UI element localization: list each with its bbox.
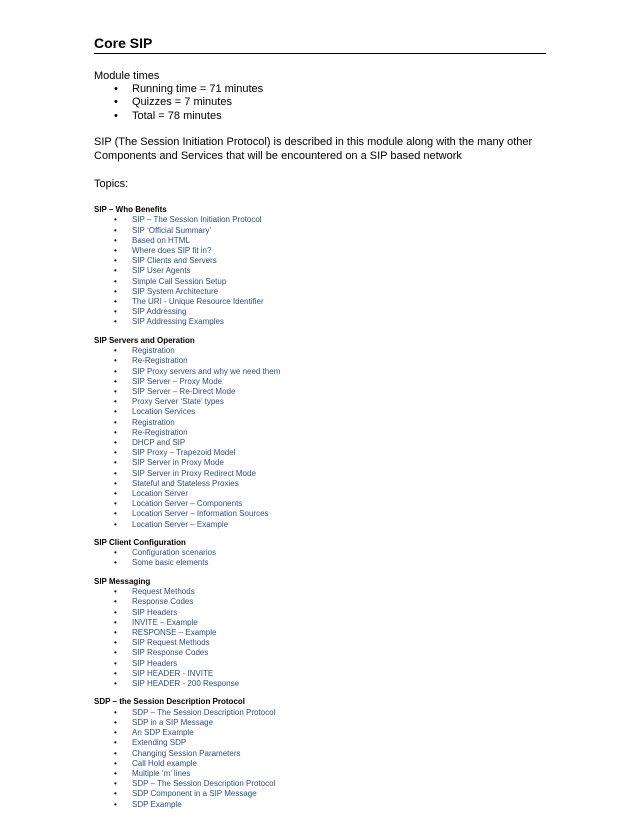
- topic-item: • SDP – The Session Description Protocol: [94, 779, 546, 789]
- topic-item: • Re-Registration: [94, 428, 546, 438]
- topic-item: • SIP Clients and Servers: [94, 256, 546, 266]
- topic-item: • Changing Session Parameters: [94, 749, 546, 759]
- topic-section: [94, 205, 546, 328]
- topic-item: • SDP Component in a SIP Message: [94, 789, 546, 799]
- topic-item: • Configuration scenarios: [94, 548, 546, 558]
- topic-item: • Call Hold example: [94, 759, 546, 769]
- topic-item: • Proxy Server ‘State’ types: [94, 397, 546, 407]
- topic-item: • SIP Server – Re-Direct Mode: [94, 387, 546, 397]
- topic-item: • SIP Server – Proxy Mode: [94, 377, 546, 387]
- topic-item: • SIP Addressing: [94, 307, 546, 317]
- topic-list: [94, 215, 546, 327]
- section-heading: SIP Servers and Operation: [94, 335, 195, 345]
- topic-list: [94, 346, 546, 530]
- topic-item: • SIP Server in Proxy Mode: [94, 458, 546, 468]
- topic-item: • Registration: [94, 346, 546, 356]
- topic-item: • An SDP Example: [94, 728, 546, 738]
- topic-item: • SIP Addressing Examples: [94, 317, 546, 327]
- topic-item: • Where does SIP fit in?: [94, 246, 546, 256]
- topic-item: • Stateful and Stateless Proxies: [94, 479, 546, 489]
- topic-list: [94, 548, 546, 568]
- page-title: Core SIP: [94, 34, 546, 54]
- topic-section: [94, 577, 546, 690]
- topic-item: • Some basic elements: [94, 558, 546, 568]
- topic-item: • Simple Call Session Setup: [94, 277, 546, 287]
- module-times-heading: Module times: [94, 70, 160, 82]
- topic-item: • SIP Server in Proxy Redirect Mode: [94, 469, 546, 479]
- topic-item: • Location Server – Example: [94, 520, 546, 530]
- topic-item: • SIP Proxy servers and why we need them: [94, 367, 546, 377]
- topic-item: • Registration: [94, 418, 546, 428]
- topic-item: • Extending SDP: [94, 738, 546, 748]
- section-heading: SIP – Who Benefits: [94, 204, 167, 214]
- topic-item: • SDP Example: [94, 800, 546, 810]
- topic-item: • Location Server: [94, 489, 546, 499]
- topic-item: • SIP Headers: [94, 608, 546, 618]
- intro-paragraph: SIP (The Session Initiation Protocol) is described in this module along with the many other Components and Services that will be encountered on a SIP based network: [94, 135, 533, 162]
- topic-item: • SDP – The Session Description Protocol: [94, 708, 546, 718]
- topic-item: • Multiple ‘m’ lines: [94, 769, 546, 779]
- topic-item: • RESPONSE – Example: [94, 628, 546, 638]
- topic-item: • Request Methods: [94, 587, 546, 597]
- module-time-item: • Running time = 71 minutes: [94, 83, 546, 96]
- section-heading: SIP Client Configuration: [94, 537, 186, 547]
- module-times-list: [94, 83, 546, 123]
- section-heading: SIP Messaging: [94, 576, 151, 586]
- topic-item: • Response Codes: [94, 597, 546, 607]
- section-heading: SDP – the Session Description Protocol: [94, 697, 245, 707]
- topic-item: • SIP Proxy – Trapezoid Model: [94, 448, 546, 458]
- topic-item: • SIP HEADER - INVITE: [94, 669, 546, 679]
- topic-item: • INVITE – Example: [94, 618, 546, 628]
- topic-item: • SIP System Architecture: [94, 287, 546, 297]
- topic-item: • Based on HTML: [94, 236, 546, 246]
- topic-item: • SIP ‘Official Summary’: [94, 226, 546, 236]
- topic-section: [94, 336, 546, 530]
- module-time-item: • Total = 78 minutes: [94, 110, 546, 123]
- topic-item: • Location Services: [94, 407, 546, 417]
- topic-item: • The URI - Unique Resource Identifier: [94, 297, 546, 307]
- topic-item: • Location Server – Components: [94, 499, 546, 509]
- topics-label: Topics:: [94, 177, 129, 190]
- topic-list: [94, 587, 546, 689]
- topic-item: • SDP in a SIP Message: [94, 718, 546, 728]
- topic-item: • Re-Registration: [94, 356, 546, 366]
- module-time-item: • Quizzes = 7 minutes: [94, 96, 546, 109]
- topic-item: • SIP User Agents: [94, 266, 546, 276]
- topic-item: • DHCP and SIP: [94, 438, 546, 448]
- topic-item: • SIP Request Methods: [94, 638, 546, 648]
- topic-item: • SIP Headers: [94, 659, 546, 669]
- topic-item: • SIP Response Codes: [94, 648, 546, 658]
- topic-sections: [94, 205, 546, 810]
- topic-item: • SIP HEADER - 200 Response: [94, 679, 546, 689]
- topic-item: • Location Server – Information Sources: [94, 509, 546, 519]
- topic-section: [94, 538, 546, 569]
- topic-item: • SIP – The Session Initiation Protocol: [94, 215, 546, 225]
- topic-section: [94, 697, 546, 810]
- topic-list: [94, 708, 546, 810]
